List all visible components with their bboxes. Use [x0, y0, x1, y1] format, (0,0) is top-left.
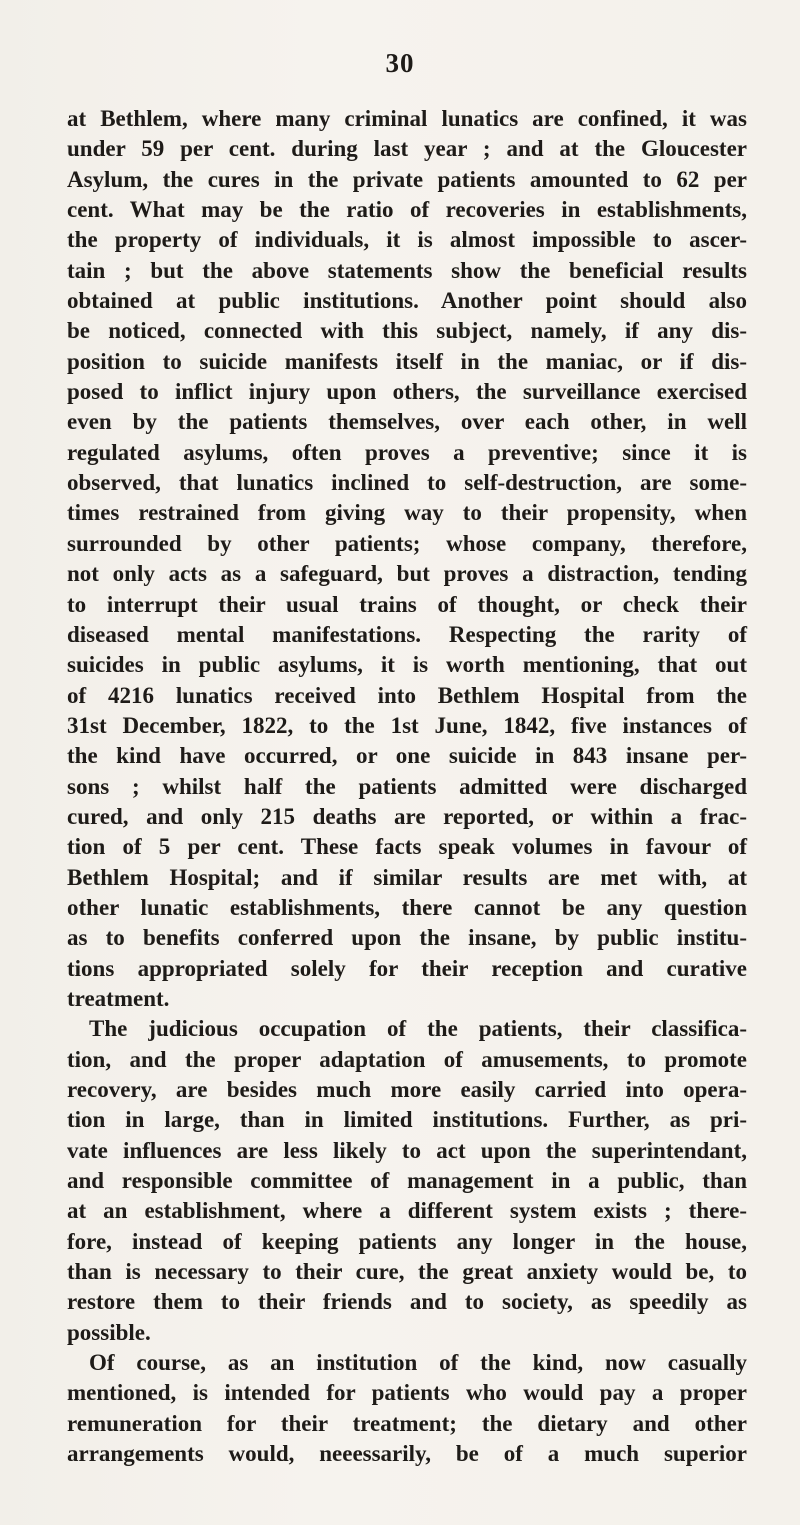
- text-line: The judicious occupation of the patients, their classifica-: [89, 1016, 747, 1042]
- text-line: and responsible committee of management in a public, than: [67, 1168, 747, 1194]
- text-line: tion, and the proper adaptation of amusements, to promote: [67, 1046, 747, 1072]
- text-line: tion in large, than in limited institutions. Further, as pri-: [67, 1107, 747, 1133]
- text-line: recovery, are besides much more easily carried into opera-: [67, 1077, 747, 1102]
- text-line: cured, and only 215 deaths are reported, or within a frac-: [67, 803, 747, 829]
- text-line: posed to inflict injury upon others, the surveillance exercised: [67, 379, 747, 405]
- text-line: tion of 5 per cent. These facts speak volumes in favour of: [67, 834, 747, 860]
- text-line: the kind have occurred, or one suicide in 843 insane per-: [67, 743, 747, 769]
- text-line: even by the patients themselves, over each other, in well: [67, 409, 747, 435]
- text-line: the property of individuals, it is almost impossible to ascer-: [67, 227, 747, 253]
- text-line: 31st December, 1822, to the 1st June, 1842, five instances of: [67, 712, 747, 738]
- text-line: Bethlem Hospital; and if similar results are met with, at: [67, 864, 747, 890]
- text-line: obtained at public institutions. Another point should also: [67, 288, 747, 314]
- text-line: suicides in public asylums, it is worth mentioning, that out: [67, 652, 747, 678]
- text-line: restore them to their friends and to society, as speedily as: [67, 1289, 747, 1315]
- text-line: remuneration for their treatment; the dietary and other: [67, 1410, 747, 1436]
- text-line: treatment.: [67, 985, 170, 1011]
- text-line: diseased mental manifestations. Respecting the rarity of: [67, 621, 747, 647]
- body-text: [67, 104, 747, 1469]
- text-line: of 4216 lunatics received into Bethlem Hospital from the: [67, 682, 747, 708]
- text-line: times restrained from giving way to their propensity, when: [67, 500, 747, 526]
- text-line: be noticed, connected with this subject, namely, if any dis-: [67, 318, 747, 344]
- text-line: mentioned, is intended for patients who would pay a proper: [67, 1380, 747, 1406]
- text-line: surrounded by other patients; whose company, therefore,: [67, 530, 747, 556]
- text-line: observed, that lunatics inclined to self-destruction, are some-: [67, 470, 747, 496]
- text-line: tions appropriated solely for their reception and curative: [67, 955, 747, 981]
- text-line: tain ; but the above statements show the beneficial results: [67, 257, 747, 283]
- text-line: Of course, as an institution of the kind, now casually: [89, 1350, 747, 1376]
- text-line: fore, instead of keeping patients any longer in the house,: [67, 1228, 747, 1254]
- text-line: sons ; whilst half the patients admitted were discharged: [67, 773, 747, 799]
- text-line: under 59 per cent. during last year ; and at the Gloucester: [67, 136, 747, 162]
- text-line: Asylum, the cures in the private patients amounted to 62 per: [67, 166, 747, 192]
- text-line: as to benefits conferred upon the insane, by public institu-: [67, 925, 747, 951]
- text-line: not only acts as a safeguard, but proves a distraction, tending: [67, 561, 747, 587]
- text-line: cent. What may be the ratio of recoveries in establishments,: [67, 197, 747, 223]
- text-line: position to suicide manifests itself in the maniac, or if dis-: [67, 348, 747, 374]
- text-line: vate influences are less likely to act upon the superintendant,: [67, 1137, 747, 1163]
- text-line: other lunatic establishments, there cannot be any question: [67, 894, 747, 920]
- text-line: possible.: [67, 1319, 151, 1345]
- text-line: at Bethlem, where many criminal lunatics are confined, it was: [67, 106, 747, 131]
- text-line: regulated asylums, often proves a preventive; since it is: [67, 439, 747, 465]
- text-line: than is necessary to their cure, the great anxiety would be, to: [67, 1259, 747, 1285]
- page-number: 30: [385, 48, 415, 78]
- text-line: at an establishment, where a different system exists ; there-: [67, 1198, 747, 1224]
- text-line: arrangements would, neeessarily, be of a much superior: [67, 1441, 747, 1467]
- text-line: to interrupt their usual trains of thought, or check their: [67, 591, 747, 617]
